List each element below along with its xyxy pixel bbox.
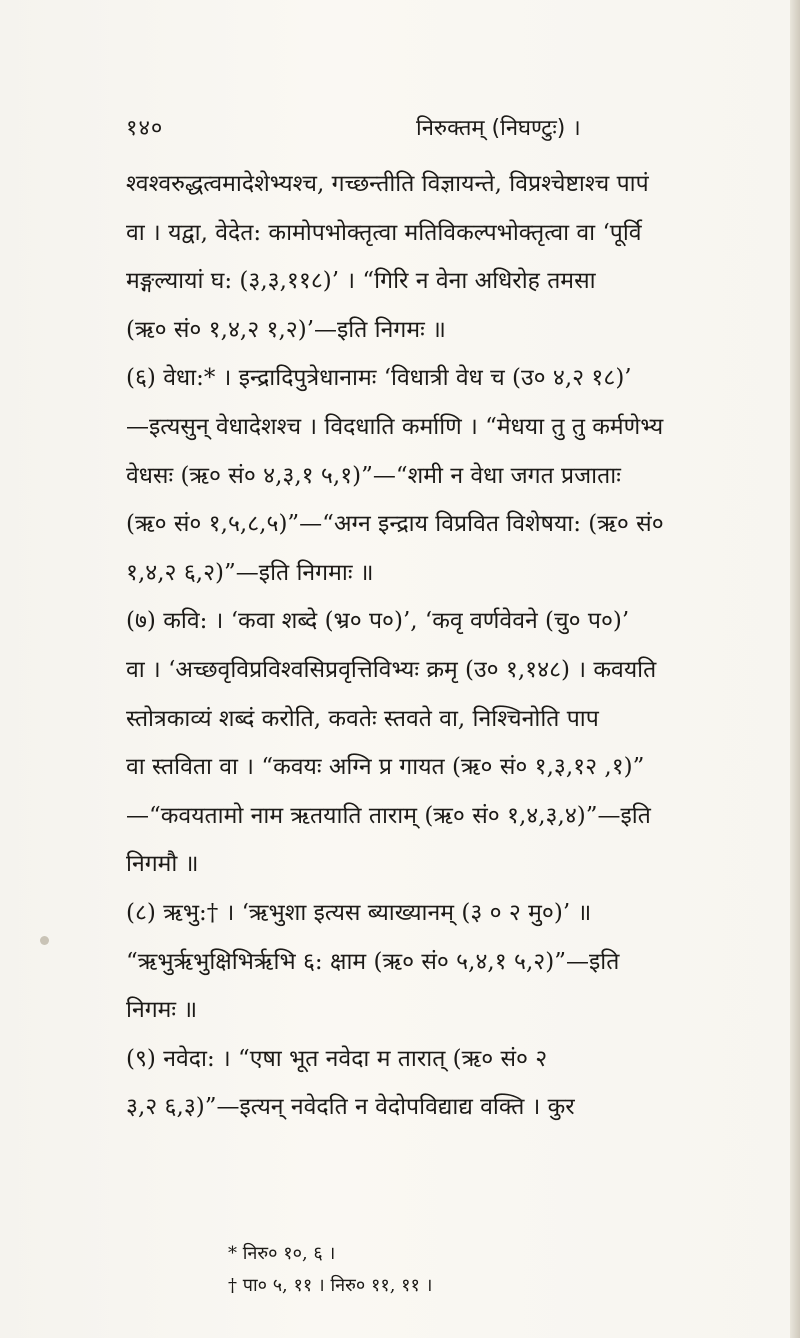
running-title: निरुक्तम् (निघण्टुः) । xyxy=(416,116,581,141)
paper-stain xyxy=(40,936,49,945)
page-edge xyxy=(790,0,800,1338)
text-line: (७) कवि: । ‘कवा शब्दे (भ्र० प०)’, ‘कवृ वर्णवेवने (चु० प०)’ xyxy=(126,608,630,635)
page-number: १४० xyxy=(126,116,164,141)
text-line: ३,२ ६,३)”—इत्यन् नवेदति न वेदोपविद्याद्य वक्ति । कुर xyxy=(126,1094,575,1121)
text-line: (८) ऋभु:† । ‘ऋभुशा इत्यस ब्याख्यानम् (३ ० २ मु०)’ ॥ xyxy=(126,899,592,926)
text-line: वा स्तविता वा । “कवयः अग्नि प्र गायत (ऋ० सं० १,३,१२ ,१)” xyxy=(126,754,645,781)
text-line: (ऋ० सं० १,५,८,५)”—“अग्न इन्द्राय विप्रवित विशेषया: (ऋ० सं० xyxy=(126,511,664,538)
text-line: (९) नवेदा: । “एषा भूत नवेदा म तारात् (ऋ० सं० २ xyxy=(126,1045,548,1072)
footnotes xyxy=(228,1238,728,1302)
page-header xyxy=(126,112,786,152)
body-text xyxy=(126,160,790,1132)
text-line: (६) वेधा:* । इन्द्रादिपुत्रेधानामः ‘विधात्री वेध च (उ० ४,२ १८)’ xyxy=(126,365,632,392)
text-line: वा । ‘अच्छवृविप्रविश्वसिप्रवृत्तिविभ्यः क्रमृ (उ० १,१४८) । कवयति xyxy=(126,656,657,683)
text-line: —“कवयतामो नाम ऋतयाति ताराम् (ऋ० सं० १,४,३,४)”—इति xyxy=(126,802,651,829)
text-line: श्वश्वरुद्धत्वमादेशेभ्यश्च, गच्छन्तीति विज्ञायन्ते, विप्रश्चेष्टाश्च पापं xyxy=(126,171,649,197)
text-line: —इत्यसुन् वेधादेशश्च । विदधाति कर्माणि । “मेधया तु तु कर्मणेभ्य xyxy=(126,413,664,440)
text-line: १,४,२ ६,२)”—इति निगमाः ॥ xyxy=(126,559,374,586)
text-line: निगमौ ॥ xyxy=(126,851,199,878)
text-line: वा । यद्वा, वेदेत: कामोपभोक्तृत्वा मतिविकल्पभोक्तृत्वा वा ‘पूर्वि xyxy=(126,219,642,246)
text-line: मङ्गल्यायां घ: (३,३,११८)’ । “गिरि न वेना अधिरोह तमसा xyxy=(126,268,596,295)
footnote: † पा० ५, ११ । निरु० ११, ११ । xyxy=(228,1275,433,1296)
footnote: * निरु० १०, ६ । xyxy=(228,1243,336,1264)
text-line: वेधसः (ऋ० सं० ४,३,१ ५,१)”—“शमी न वेधा जगत प्रजाताः xyxy=(126,462,621,489)
text-line: (ऋ० सं० १,४,२ १,२)’—इति निगमः ॥ xyxy=(126,316,446,343)
text-line: निगमः ॥ xyxy=(126,997,198,1024)
text-line: “ऋभुर्ऋभुक्षिभिर्ऋभि ६: क्षाम (ऋ० सं० ५,४,१ ५,२)”—इति xyxy=(126,948,620,975)
text-line: स्तोत्रकाव्यं शब्दं करोति, कवतेः स्तवते वा, निश्चिनोति पाप xyxy=(126,705,599,732)
